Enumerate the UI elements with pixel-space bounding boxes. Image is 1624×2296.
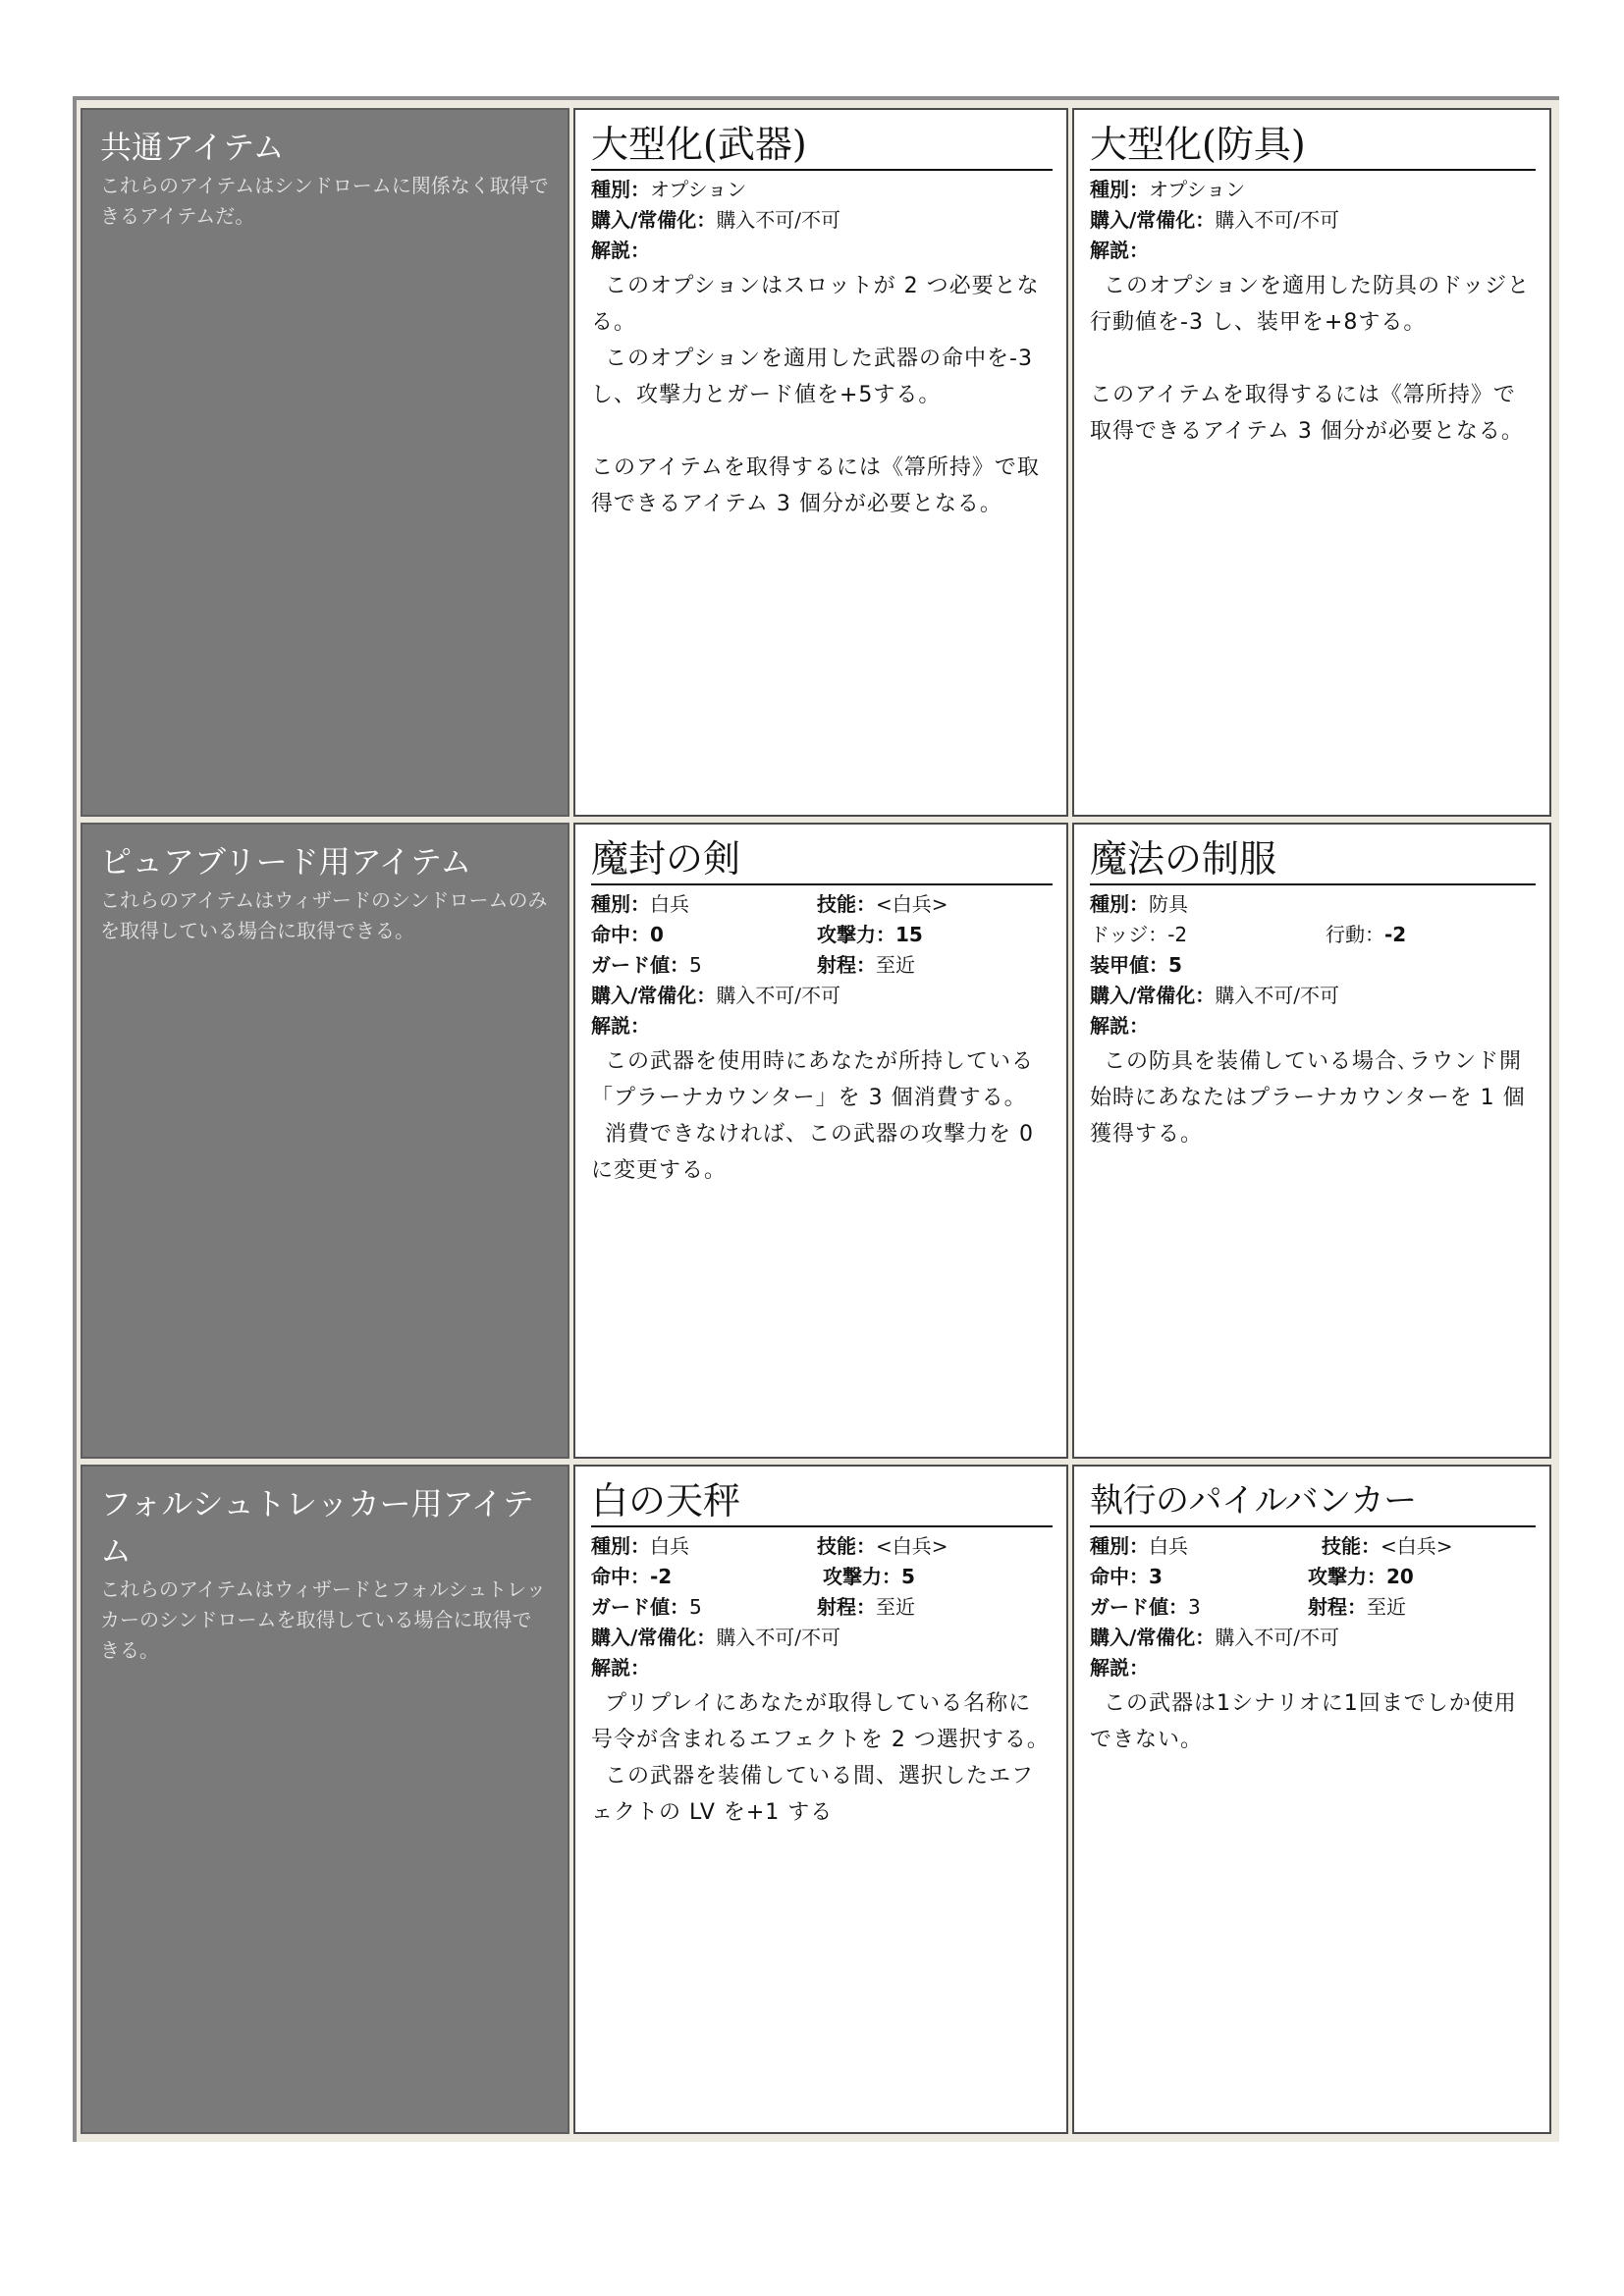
item-title: 大型化(武器) (591, 120, 1053, 171)
item-guard-range: ガード値：5 射程：至近 (591, 1595, 915, 1619)
item-type-skill: 種別：白兵 技能：<白兵> (1090, 1534, 1453, 1558)
item-hit-attack: 命中：-2 攻撃力：5 (591, 1565, 915, 1588)
item-card-large-armor (1072, 108, 1551, 817)
item-card-pile-bunker (1072, 1465, 1551, 2134)
item-type-skill: 種別：白兵 技能：<白兵> (591, 892, 948, 916)
item-buy: 購入/常備化：購入不可/不可 (591, 984, 841, 1007)
item-description: プリプレイにあなたが取得している名称に号令が含まれるエフェクトを 2 つ選択する。 この武器を装備している間、選択したエフェクトの LV を+1 する (591, 1691, 1050, 1825)
item-guard-range: ガード値：5 射程：至近 (591, 953, 915, 977)
item-description: このオプションはスロットが 2 つ必要となる。 このオプションを適用した武器の命中を-3 し、攻撃力とガード値を+5する。 このアイテムを取得するには《箒所持》で取得できるアイテム 3 個分が必要となる。 (591, 274, 1040, 516)
item-description: この防具を装備している場合､ラウンド開始時にあなたはプラーナカウンターを 1 個獲得する。 (1090, 1049, 1526, 1147)
item-title: 白の天秤 (591, 1476, 1053, 1527)
item-type: 種別：防具 (1090, 892, 1188, 916)
item-description: この武器を使用時にあなたが所持している「プラーナカウンター」を 3 個消費する。 消費できなければ、この武器の攻撃力を 0 に変更する。 (591, 1049, 1035, 1183)
category-title: ピュアブリード用アイテム (100, 843, 472, 881)
item-title: 大型化(防具) (1090, 120, 1536, 171)
category-title: 共通アイテム (100, 129, 285, 166)
item-buy: 購入/常備化：購入不可/不可 (591, 208, 841, 232)
item-guard-range: ガード値：3 射程：至近 (1090, 1595, 1406, 1619)
category-title: フォルシュトレッカー用アイテム (100, 1485, 534, 1570)
category-purebreed (81, 823, 569, 1459)
item-desc-label: 解説： (1090, 1656, 1149, 1680)
item-title: 魔封の剣 (591, 834, 1053, 885)
item-hit-attack: 命中：0 攻撃力：15 (591, 923, 923, 946)
item-title: 魔法の制服 (1090, 834, 1536, 885)
item-buy: 購入/常備化：購入不可/不可 (1090, 984, 1340, 1007)
item-desc-label: 解説： (1090, 1014, 1149, 1038)
item-description: この武器は1シナリオに1回までしか使用できない。 (1090, 1691, 1517, 1752)
item-dodge-action: ドッジ：-2 行動：-2 (1090, 923, 1407, 946)
item-type: 種別：オプション (1090, 178, 1246, 201)
item-desc-label: 解説： (591, 239, 650, 262)
item-card-magic-uniform (1072, 823, 1551, 1459)
item-card-mafuu-sword (573, 823, 1068, 1459)
item-desc-label: 解説： (591, 1014, 650, 1038)
item-armor: 装甲値：5 (1090, 953, 1182, 977)
item-card-white-balance (573, 1465, 1068, 2134)
item-desc-label: 解説： (1090, 239, 1149, 262)
item-type-skill: 種別：白兵 技能：<白兵> (591, 1534, 948, 1558)
category-desc: これらのアイテムはウィザードのシンドロームのみを取得している場合に取得できる。 (100, 888, 548, 942)
category-desc: これらのアイテムはシンドロームに関係なく取得できるアイテムだ。 (100, 174, 549, 228)
item-buy: 購入/常備化：購入不可/不可 (591, 1626, 841, 1649)
item-type: 種別：オプション (591, 178, 747, 201)
item-buy: 購入/常備化：購入不可/不可 (1090, 208, 1340, 232)
item-buy: 購入/常備化：購入不可/不可 (1090, 1626, 1340, 1649)
item-desc-label: 解説： (591, 1656, 650, 1680)
item-description: このオプションを適用した防具のドッジと行動値を-3 し、装甲を+8する。 このアイテムを取得するには《箒所持》で取得できるアイテム 3 個分が必要となる。 (1090, 274, 1531, 444)
item-hit-attack: 命中：3 攻撃力：20 (1090, 1565, 1414, 1588)
category-desc: これらのアイテムはウィザードとフォルシュトレッカーのシンドロームを取得している場合に取得できる。 (100, 1577, 546, 1662)
item-card-large-weapon (573, 108, 1068, 817)
category-vorstrecker (81, 1465, 569, 2134)
category-common (81, 108, 569, 817)
item-title: 執行のパイルバンカー (1090, 1476, 1536, 1527)
